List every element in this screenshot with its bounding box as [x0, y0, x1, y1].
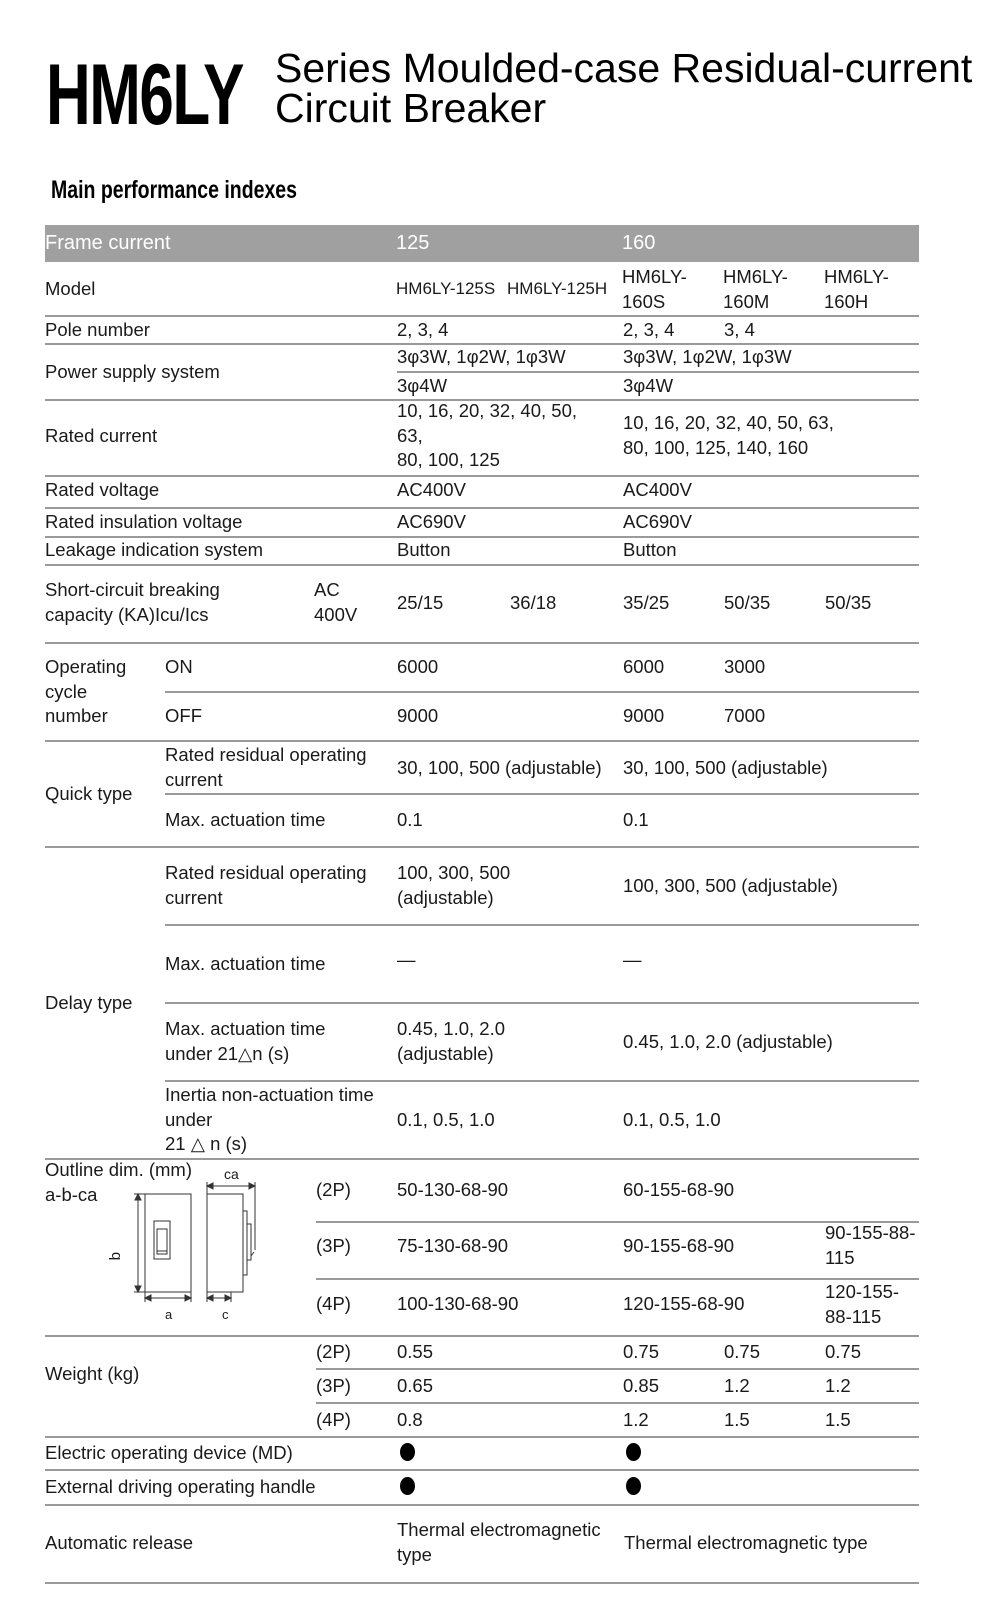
- value-line1: 90-155-88-: [825, 1222, 916, 1243]
- row-divider: [45, 315, 919, 317]
- quick-actuation-160: 0.1: [623, 809, 649, 830]
- delay-actuation-160: —: [623, 949, 642, 970]
- value-line1: 0.45, 1.0, 2.0: [397, 1018, 506, 1039]
- outline-2p-pole: (2P): [316, 1179, 351, 1200]
- sc-voltage-line2: 400V: [314, 603, 358, 625]
- model-160m-line1: HM6LY-: [723, 266, 788, 287]
- outline-3p-160h: [825, 1221, 916, 1270]
- row-divider: [45, 1504, 919, 1506]
- delay-actuation-125: —: [397, 949, 416, 970]
- model-160h-line2: 160H: [824, 290, 869, 312]
- leakage-125: Button: [397, 539, 451, 560]
- label-line2: current: [165, 768, 223, 790]
- model-160m-line2: 160M: [723, 290, 770, 312]
- outline-dimension-diagram-icon: [130, 1180, 290, 1330]
- section-title: Main performance indexes: [51, 176, 298, 204]
- quick-actuation-label: Max. actuation time: [165, 809, 326, 830]
- sc-voltage: [314, 578, 357, 627]
- value-line1: 120-155-: [825, 1281, 900, 1302]
- available-dot-icon: [626, 1477, 641, 1495]
- row-divider: [316, 1402, 919, 1404]
- value-line2: 115: [825, 1246, 855, 1268]
- row-label: Leakage indication system: [45, 539, 264, 560]
- weight-2p-125: 0.55: [397, 1341, 434, 1362]
- oc-off-160s: 9000: [623, 705, 665, 726]
- row-label: Delay type: [45, 992, 133, 1013]
- oc-off-label: OFF: [165, 705, 202, 726]
- quick-actuation-125: 0.1: [397, 809, 423, 830]
- label-line2: under 21△n (s): [165, 1042, 290, 1064]
- row-label-line2: capacity (KA)Icu/Ics: [45, 603, 209, 625]
- power-125-a: 3φ3W, 1φ2W, 1φ3W: [397, 346, 566, 367]
- value-line1: 100, 300, 500: [397, 862, 511, 883]
- subtitle-line-2: Circuit Breaker: [275, 85, 547, 131]
- label-line1: Outline dim. (mm): [45, 1159, 192, 1180]
- row-divider: [165, 1080, 919, 1082]
- row-divider: [45, 1436, 919, 1438]
- insulation-125: AC690V: [397, 511, 466, 532]
- outline-4p-125: 100-130-68-90: [397, 1293, 519, 1314]
- row-divider: [165, 1002, 919, 1004]
- quick-residual-125: 30, 100, 500 (adjustable): [397, 757, 602, 778]
- quick-residual-label: [165, 743, 367, 792]
- rated-voltage-125: AC400V: [397, 479, 466, 500]
- rated-current-160-line1: 10, 16, 20, 32, 40, 50, 63,: [623, 412, 834, 433]
- row-divider: [45, 1469, 919, 1471]
- auto-release-160: Thermal electromagnetic type: [624, 1532, 868, 1553]
- model-160m: [723, 265, 788, 314]
- row-divider: [45, 642, 919, 644]
- row-label: Electric operating device (MD): [45, 1442, 293, 1463]
- outline-2p-160: 60-155-68-90: [623, 1179, 735, 1200]
- value-line2: 88-115: [825, 1305, 882, 1327]
- rated-current-125-line2: 63,: [397, 424, 423, 446]
- row-divider: [45, 1335, 919, 1337]
- outline-4p-pole: (4P): [316, 1293, 351, 1314]
- weight-3p-160s: 0.85: [623, 1375, 660, 1396]
- pole-160mh: 3, 4: [724, 319, 755, 340]
- weight-4p-160h: 1.5: [825, 1409, 851, 1430]
- outline-3p-125: 75-130-68-90: [397, 1235, 509, 1256]
- auto-release-125: [397, 1518, 601, 1567]
- row-label: Quick type: [45, 783, 133, 804]
- row-label: Weight (kg): [45, 1363, 140, 1384]
- row-label-line3: number: [45, 705, 108, 726]
- header-frame-160: 160: [622, 232, 656, 254]
- delay-actuation-2i-label: [165, 1017, 325, 1066]
- oc-on-160s: 6000: [623, 656, 665, 677]
- model-160s: [622, 265, 687, 314]
- row-label: Rated insulation voltage: [45, 511, 243, 532]
- diagram-label-c: c: [222, 1307, 229, 1322]
- weight-4p-160m: 1.5: [724, 1409, 750, 1430]
- model-125s: HM6LY-125S: [396, 279, 496, 298]
- label-line2: under: [165, 1108, 213, 1130]
- row-divider: [165, 691, 919, 693]
- row-label-line2: cycle: [45, 680, 88, 702]
- value-line2: (adjustable): [397, 886, 494, 908]
- label-line2: current: [165, 886, 223, 908]
- value-line1: Thermal electromagnetic: [397, 1519, 601, 1540]
- delay-actuation-2i-160: 0.45, 1.0, 2.0 (adjustable): [623, 1031, 833, 1052]
- diagram-label-b: b: [106, 1252, 124, 1261]
- row-label: Pole number: [45, 319, 150, 340]
- row-divider: [45, 1582, 919, 1584]
- row-divider: [165, 924, 919, 926]
- outline-2p-125: 50-130-68-90: [397, 1179, 509, 1200]
- row-label: Rated voltage: [45, 479, 160, 500]
- power-160-b: 3φ4W: [623, 375, 674, 396]
- sc-160m: 50/35: [724, 592, 771, 613]
- delay-actuation-label: Max. actuation time: [165, 953, 326, 974]
- header-label: Frame current: [45, 232, 171, 254]
- row-divider: [165, 793, 919, 795]
- pole-160s: 2, 3, 4: [623, 319, 675, 340]
- sc-125s: 25/15: [397, 592, 444, 613]
- row-label: Rated current: [45, 425, 158, 446]
- row-label: Power supply system: [45, 361, 220, 382]
- subtitle-line-1: Series Moulded-case Residual-current: [275, 45, 973, 91]
- row-label-line1: Operating: [45, 656, 127, 677]
- delay-actuation-2i-125: [397, 1017, 505, 1066]
- weight-2p-pole: (2P): [316, 1341, 351, 1362]
- outline-3p-160: 90-155-68-90: [623, 1235, 735, 1256]
- row-label: [45, 578, 220, 627]
- leakage-160: Button: [623, 539, 677, 560]
- weight-2p-160s: 0.75: [623, 1341, 660, 1362]
- model-160h: [824, 265, 889, 314]
- sc-125h: 36/18: [510, 592, 557, 613]
- rated-current-160-line2: 80, 100, 125, 140, 160: [623, 436, 809, 458]
- rated-voltage-160: AC400V: [623, 479, 692, 500]
- outline-4p-160h: [825, 1280, 899, 1329]
- product-code: HM6LY: [46, 47, 243, 143]
- weight-3p-125: 0.65: [397, 1375, 434, 1396]
- label-line1: Inertia non-actuation time: [165, 1084, 374, 1105]
- model-160s-line1: HM6LY-: [622, 266, 687, 287]
- power-125-b: 3φ4W: [397, 375, 448, 396]
- rated-current-125-line1: 10, 16, 20, 32, 40, 50,: [397, 400, 578, 421]
- weight-4p-125: 0.8: [397, 1409, 423, 1430]
- model-160s-line2: 160S: [622, 290, 666, 312]
- rated-current-160: [623, 411, 834, 460]
- row-divider: [45, 846, 919, 848]
- sc-160s: 35/25: [623, 592, 670, 613]
- label-line1: Rated residual operating: [165, 862, 367, 883]
- model-125h: HM6LY-125H: [507, 279, 608, 298]
- value-line2: (adjustable): [397, 1042, 494, 1064]
- weight-3p-160h: 1.2: [825, 1375, 851, 1396]
- weight-4p-pole: (4P): [316, 1409, 351, 1430]
- delay-inertia-125: 0.1, 0.5, 1.0: [397, 1109, 495, 1130]
- row-divider: [45, 564, 919, 566]
- delay-inertia-label: [165, 1083, 374, 1157]
- label-line2: a-b-ca: [45, 1183, 98, 1205]
- insulation-160: AC690V: [623, 511, 692, 532]
- label-line1: Rated residual operating: [165, 744, 367, 765]
- label-line3: 21 △ n (s): [165, 1133, 248, 1154]
- oc-on-160m: 3000: [724, 656, 766, 677]
- weight-3p-160m: 1.2: [724, 1375, 750, 1396]
- table-header: [45, 225, 919, 262]
- oc-off-160m: 7000: [724, 705, 766, 726]
- oc-on-label: ON: [165, 656, 193, 677]
- header-frame-125: 125: [396, 232, 430, 254]
- power-160-a: 3φ3W, 1φ2W, 1φ3W: [623, 346, 792, 367]
- rated-current-125: [397, 399, 577, 473]
- weight-3p-pole: (3P): [316, 1375, 351, 1396]
- row-divider: [316, 1368, 919, 1370]
- row-divider: [45, 507, 919, 509]
- weight-2p-160m: 0.75: [724, 1341, 761, 1362]
- delay-inertia-160: 0.1, 0.5, 1.0: [623, 1109, 721, 1130]
- delay-residual-125: [397, 861, 510, 910]
- row-divider: [45, 475, 919, 477]
- diagram-label-ca: ca: [224, 1166, 239, 1182]
- label-line1: Max. actuation time: [165, 1018, 326, 1039]
- available-dot-icon: [626, 1443, 641, 1461]
- weight-2p-160h: 0.75: [825, 1341, 862, 1362]
- quick-residual-160: 30, 100, 500 (adjustable): [623, 757, 828, 778]
- model-160h-line1: HM6LY-: [824, 266, 889, 287]
- sc-160h: 50/35: [825, 592, 872, 613]
- row-label: Model: [45, 278, 96, 299]
- available-dot-icon: [400, 1477, 415, 1495]
- diagram-label-a: a: [165, 1307, 173, 1322]
- oc-on-125: 6000: [397, 656, 439, 677]
- available-dot-icon: [400, 1443, 415, 1461]
- row-divider: [45, 740, 919, 742]
- row-label: Automatic release: [45, 1532, 194, 1553]
- oc-off-125: 9000: [397, 705, 439, 726]
- product-subtitle: [275, 45, 973, 131]
- outline-4p-160: 120-155-68-90: [623, 1293, 745, 1314]
- row-label: External driving operating handle: [45, 1476, 316, 1497]
- value-line2: type: [397, 1543, 432, 1565]
- sc-voltage-line1: AC: [314, 579, 340, 600]
- delay-residual-label: [165, 861, 367, 910]
- outline-3p-pole: (3P): [316, 1235, 351, 1256]
- pole-125: 2, 3, 4: [397, 319, 449, 340]
- delay-residual-160: 100, 300, 500 (adjustable): [623, 875, 838, 896]
- row-label-line1: Short-circuit breaking: [45, 579, 220, 600]
- weight-4p-160s: 1.2: [623, 1409, 649, 1430]
- row-divider: [397, 371, 919, 373]
- row-label: [45, 655, 126, 729]
- rated-current-125-line3: 80, 100, 125: [397, 449, 500, 470]
